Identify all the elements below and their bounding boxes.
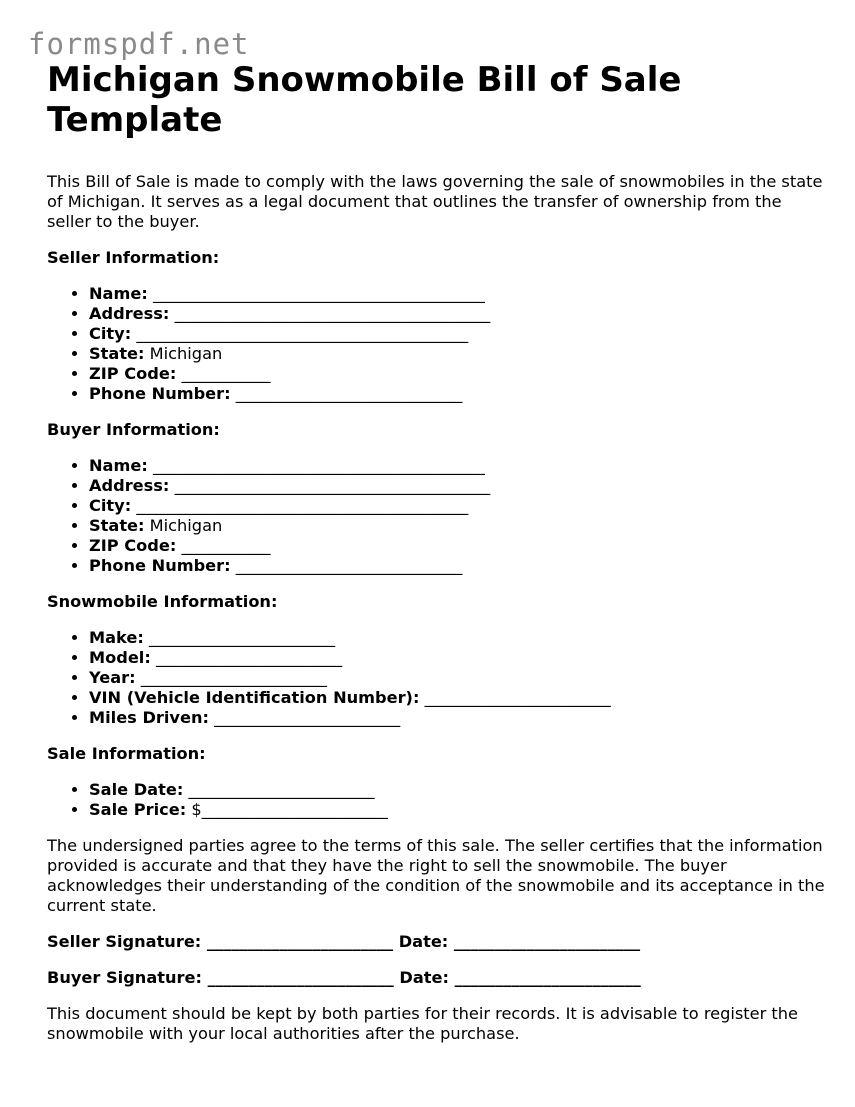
sale-field-list [47, 780, 827, 820]
field-label: Year: [89, 668, 136, 687]
seller-city-field [89, 324, 827, 344]
field-blank[interactable]: _________________________________________ [136, 496, 469, 515]
seller-phone-field [89, 384, 827, 404]
snowmobile-vin-field [89, 688, 827, 708]
sale-price-field [89, 800, 827, 820]
seller-date-label: Date: [398, 932, 449, 951]
field-label: Sale Price: [89, 800, 187, 819]
seller-state-field [89, 344, 827, 364]
sale-date-field [89, 780, 827, 800]
buyer-name-field [89, 456, 827, 476]
seller-name-field [89, 284, 827, 304]
seller-zip-field [89, 364, 827, 384]
field-blank[interactable]: ___________ [181, 364, 271, 383]
closing-paragraph: This document should be kept by both parties for their records. It is advisable to register the snowmobile with your local authorities after the purchase. [47, 1004, 798, 1043]
agreement-paragraph: The undersigned parties agree to the terms of this sale. The seller certifies that the information provided is accurate and that they have the right to sell the snowmobile. The buyer acknowledges their understanding of the condition of the snowmobile and its acceptance in the current state. [47, 836, 825, 915]
field-blank[interactable]: $_______________________ [191, 800, 388, 819]
field-blank[interactable]: ____________________________ [235, 556, 463, 575]
field-label: ZIP Code: [89, 536, 177, 555]
field-value: Michigan [149, 344, 223, 363]
snowmobile-make-field [89, 628, 827, 648]
buyer-field-list [47, 456, 827, 576]
field-label: Make: [89, 628, 144, 647]
seller-section-heading: Seller Information: [47, 248, 220, 267]
field-label: Name: [89, 456, 148, 475]
field-label: VIN (Vehicle Identification Number): [89, 688, 420, 707]
field-blank[interactable]: ____________________________ [235, 384, 463, 403]
buyer-date-label: Date: [399, 968, 449, 987]
field-blank[interactable]: _________________________________________ [152, 284, 485, 303]
field-blank[interactable]: _______________________ [148, 628, 336, 647]
buyer-section-heading: Buyer Information: [47, 420, 220, 439]
field-blank[interactable]: _______________________________________ [174, 476, 491, 495]
snowmobile-model-field [89, 648, 827, 668]
field-label: ZIP Code: [89, 364, 177, 383]
buyer-signature-line [47, 968, 827, 988]
snowmobile-section-heading: Snowmobile Information: [47, 592, 278, 611]
buyer-state-field [89, 516, 827, 536]
field-blank[interactable]: _______________________ [188, 780, 375, 799]
field-label: Model: [89, 648, 151, 667]
buyer-signature-label: Buyer Signature: [47, 968, 202, 987]
buyer-date-blank[interactable]: _______________________ [454, 968, 641, 987]
buyer-signature-blank[interactable]: _______________________ [207, 968, 394, 987]
field-label: Address: [89, 304, 170, 323]
field-blank[interactable]: _______________________ [155, 648, 343, 667]
seller-address-field [89, 304, 827, 324]
field-label: State: [89, 344, 145, 363]
field-value: Michigan [149, 516, 223, 535]
page-title: Michigan Snowmobile Bill of Sale Template [47, 60, 682, 140]
field-label: Name: [89, 284, 148, 303]
field-blank[interactable]: _______________________ [214, 708, 401, 727]
document-body [47, 60, 827, 1044]
field-label: City: [89, 324, 132, 343]
field-blank[interactable]: _______________________ [140, 668, 327, 687]
field-blank[interactable]: _______________________ [424, 688, 611, 707]
field-label: Phone Number: [89, 556, 231, 575]
snowmobile-miles-field [89, 708, 827, 728]
buyer-address-field [89, 476, 827, 496]
snowmobile-year-field [89, 668, 827, 688]
buyer-zip-field [89, 536, 827, 556]
field-label: Phone Number: [89, 384, 231, 403]
field-blank[interactable]: _________________________________________ [136, 324, 469, 343]
watermark-logo: formspdf.net [28, 27, 250, 61]
seller-signature-label: Seller Signature: [47, 932, 202, 951]
field-label: Sale Date: [89, 780, 184, 799]
field-label: State: [89, 516, 145, 535]
buyer-phone-field [89, 556, 827, 576]
field-label: Miles Driven: [89, 708, 209, 727]
field-blank[interactable]: ___________ [181, 536, 271, 555]
field-label: Address: [89, 476, 170, 495]
buyer-city-field [89, 496, 827, 516]
seller-signature-blank[interactable]: _______________________ [206, 932, 394, 951]
field-blank[interactable]: _______________________________________ [174, 304, 491, 323]
seller-date-blank[interactable]: _______________________ [453, 932, 641, 951]
seller-signature-line [47, 932, 827, 952]
field-label: City: [89, 496, 132, 515]
field-blank[interactable]: _________________________________________ [152, 456, 485, 475]
sale-section-heading: Sale Information: [47, 744, 206, 763]
seller-field-list [47, 284, 827, 404]
snowmobile-field-list [47, 628, 827, 728]
intro-paragraph: This Bill of Sale is made to comply with the laws governing the sale of snowmobiles in the state of Michigan. It serves as a legal document that outlines the transfer of ownership from the seller to the buyer. [47, 172, 823, 231]
